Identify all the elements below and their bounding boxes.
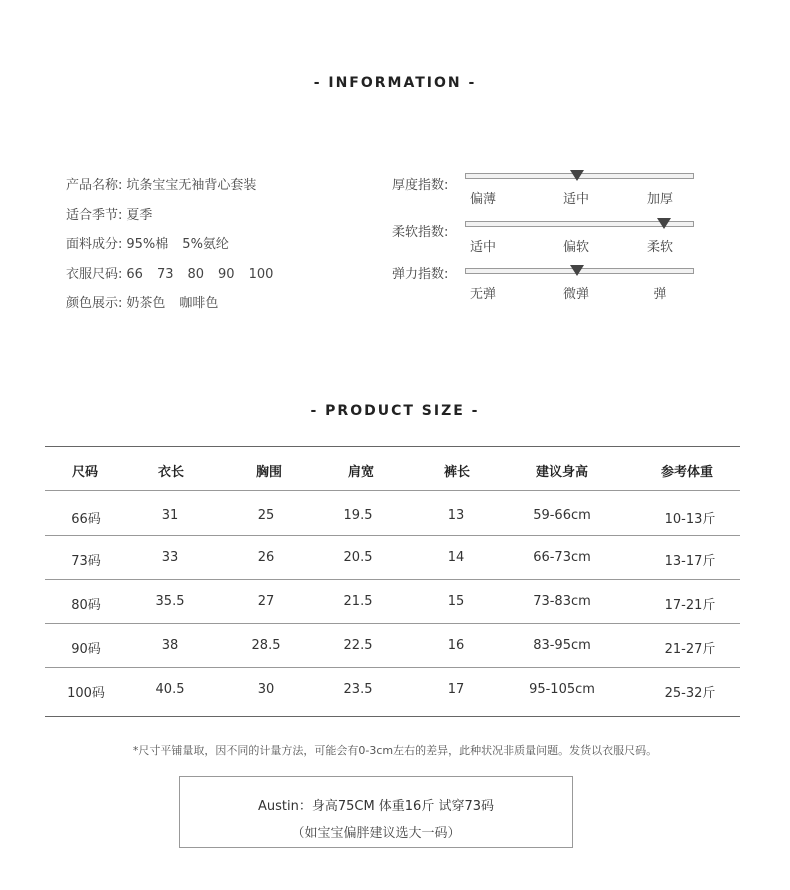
scale-option: 微弹 — [562, 287, 590, 302]
tryon-line-2: （如宝宝偏胖建议选大一码） — [291, 826, 461, 841]
info-row — [66, 204, 166, 223]
info-value: 奶茶色 — [126, 296, 166, 311]
info-row — [66, 174, 270, 193]
table-cell: 40.5 — [155, 682, 185, 697]
info-value: 坑条宝宝无袖背心套装 — [126, 178, 257, 193]
table-header-cell: 参考体重 — [660, 465, 714, 480]
info-value: 咖啡色 — [179, 296, 219, 311]
table-cell: 21-27斤 — [664, 642, 716, 657]
table-header-cell: 胸围 — [255, 465, 283, 480]
info-value: 95%棉 — [126, 237, 169, 252]
table-cell: 83-95cm — [533, 638, 591, 653]
info-label: 衣服尺码: — [66, 267, 123, 282]
table-cell: 30 — [257, 682, 275, 697]
table-rule — [45, 579, 740, 580]
table-cell: 27 — [257, 594, 275, 609]
table-cell: 28.5 — [251, 638, 281, 653]
tryon-line-1: Austin：身高75CM 体重16斤 试穿73码 — [257, 799, 495, 814]
info-row — [66, 292, 232, 311]
scale-label: 柔软指数: — [392, 225, 449, 240]
scale-label: 厚度指数: — [392, 178, 449, 193]
info-label: 产品名称: — [66, 178, 123, 193]
info-value: 73 — [156, 267, 174, 282]
table-cell: 23.5 — [343, 682, 373, 697]
info-row — [66, 263, 287, 282]
info-label: 面料成分: — [66, 237, 123, 252]
table-cell: 20.5 — [343, 550, 373, 565]
table-cell: 33 — [161, 550, 179, 565]
scale-pointer-icon — [570, 170, 584, 181]
info-value: 夏季 — [126, 208, 153, 223]
scale-pointer-icon — [657, 218, 671, 229]
info-title: - INFORMATION - — [313, 75, 477, 91]
size-title: - PRODUCT SIZE - — [310, 403, 480, 419]
info-value: 100 — [248, 267, 274, 282]
table-cell: 66码 — [71, 512, 101, 527]
table-cell: 17-21斤 — [664, 598, 716, 613]
footnote: *尺寸平铺量取，因不同的计量方法，可能会有0-3cm左右的差异，此种状况非质量问题。发货以衣服尺码。 — [132, 744, 658, 757]
table-cell: 14 — [447, 550, 465, 565]
table-header-cell: 建议身高 — [535, 465, 589, 480]
table-rule — [45, 716, 740, 717]
table-rule — [45, 446, 740, 447]
table-cell: 26 — [257, 550, 275, 565]
table-cell: 10-13斤 — [664, 512, 716, 527]
tryon-note-box — [179, 776, 573, 848]
scale-option: 弹 — [653, 287, 667, 302]
info-label: 适合季节: — [66, 208, 123, 223]
table-cell: 21.5 — [343, 594, 373, 609]
scale-label: 弹力指数: — [392, 267, 449, 282]
table-cell: 100码 — [67, 686, 105, 701]
table-cell: 25-32斤 — [664, 686, 716, 701]
table-header-cell: 肩宽 — [347, 465, 375, 480]
table-cell: 13 — [447, 508, 465, 523]
table-cell: 31 — [161, 508, 179, 523]
table-cell: 66-73cm — [533, 550, 591, 565]
table-rule — [45, 667, 740, 668]
info-value: 90 — [218, 267, 235, 282]
table-cell: 80码 — [71, 598, 101, 613]
table-header-cell: 尺码 — [71, 465, 99, 480]
table-header-cell: 裤长 — [443, 465, 471, 480]
info-value: 80 — [187, 267, 205, 282]
info-label: 颜色展示: — [66, 296, 123, 311]
table-cell: 59-66cm — [533, 508, 591, 523]
scale-option: 加厚 — [646, 192, 674, 207]
table-cell: 17 — [447, 682, 465, 697]
table-rule — [45, 490, 740, 491]
table-header-cell: 衣长 — [157, 465, 185, 480]
table-cell: 13-17斤 — [664, 554, 716, 569]
table-cell: 38 — [161, 638, 179, 653]
scale-option: 偏软 — [562, 240, 590, 255]
table-cell: 15 — [447, 594, 465, 609]
table-rule — [45, 535, 740, 536]
scale-option: 无弹 — [469, 287, 497, 302]
scale-option: 偏薄 — [469, 192, 497, 207]
table-cell: 25 — [257, 508, 275, 523]
table-cell: 90码 — [71, 642, 101, 657]
scale-option: 柔软 — [646, 240, 674, 255]
table-cell: 73-83cm — [533, 594, 591, 609]
table-cell: 22.5 — [343, 638, 373, 653]
scale-option: 适中 — [469, 240, 497, 255]
table-cell: 73码 — [71, 554, 101, 569]
info-row — [66, 233, 243, 252]
table-cell: 35.5 — [155, 594, 185, 609]
table-cell: 95-105cm — [529, 682, 595, 697]
scale-pointer-icon — [570, 265, 584, 276]
info-value: 66 — [126, 267, 143, 282]
table-cell: 19.5 — [343, 508, 373, 523]
info-value: 5%氨纶 — [182, 237, 229, 252]
table-rule — [45, 623, 740, 624]
table-cell: 16 — [447, 638, 465, 653]
scale-option: 适中 — [562, 192, 590, 207]
